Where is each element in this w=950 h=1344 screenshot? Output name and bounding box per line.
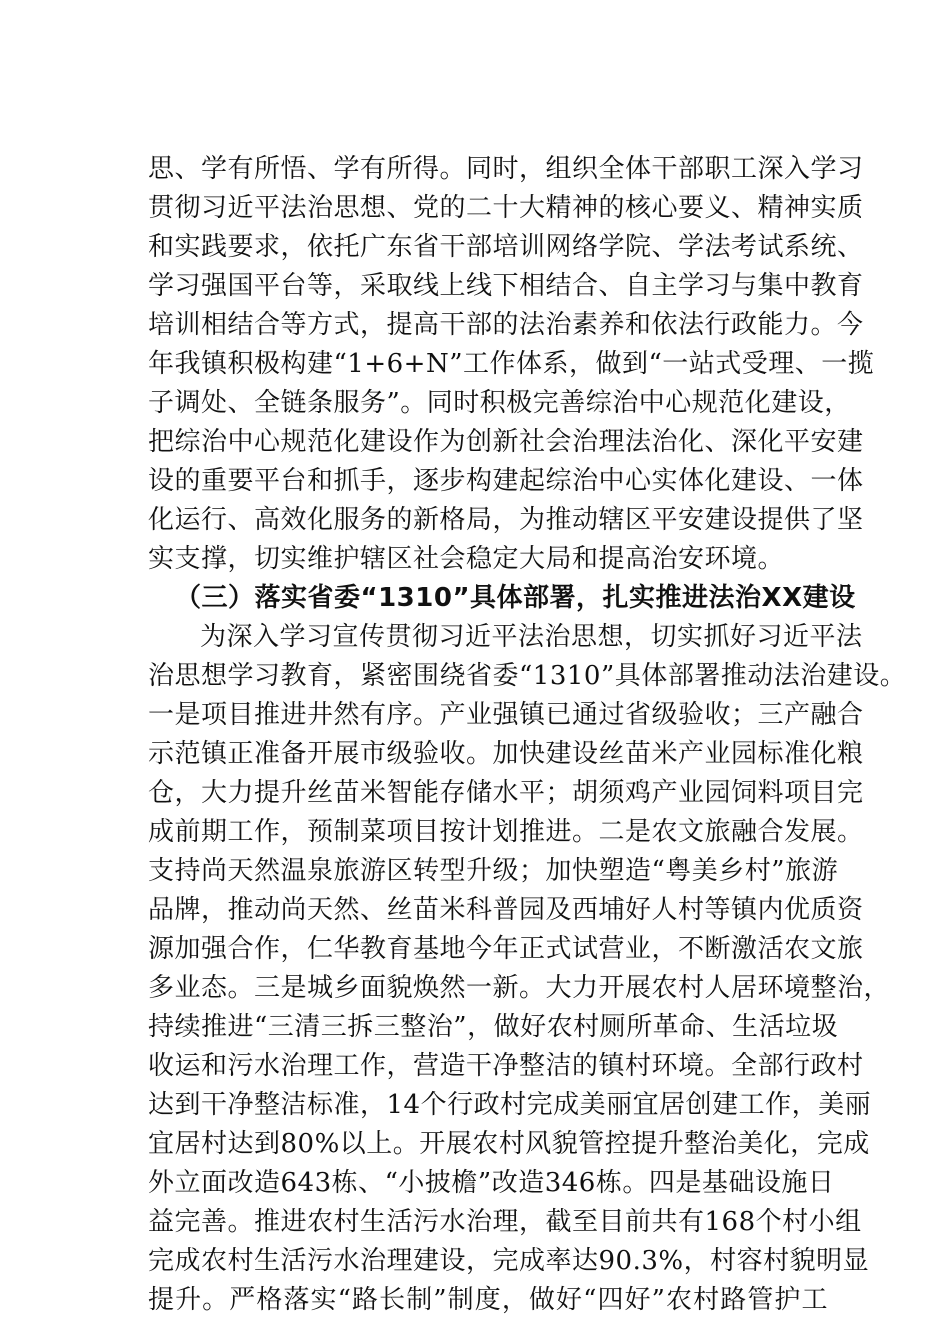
paragraph-line: 培训相结合等方式，提高干部的法治素养和依法行政能力。今	[148, 310, 864, 340]
paragraph-line: 为深入学习宣传贯彻习近平法治思想，切实抓好习近平法	[200, 622, 863, 652]
paragraph-line: 收运和污水治理工作，营造干净整洁的镇村环境。全部行政村	[148, 1051, 864, 1081]
paragraph-line: 源加强合作，仁华教育基地今年正式试营业，不断激活农文旅	[148, 934, 864, 964]
paragraph-line: 示范镇正准备开展市级验收。加快建设丝苗米产业园标准化粮	[148, 739, 864, 769]
paragraph-line: 贯彻习近平法治思想、党的二十大精神的核心要义、精神实质	[148, 193, 864, 223]
paragraph-line: 仓，大力提升丝苗米智能存储水平；胡须鸡产业园饲料项目完	[148, 778, 864, 808]
paragraph-line: 宜居村达到80%以上。开展农村风貌管控提升整治美化，完成	[148, 1129, 870, 1159]
paragraph-line: 一是项目推进井然有序。产业强镇已通过省级验收；三产融合	[148, 700, 864, 730]
paragraph-line: 益完善。推进农村生活污水治理，截至目前共有168个村小组	[148, 1207, 862, 1237]
paragraph-line: 支持尚天然温泉旅游区转型升级；加快塑造“粤美乡村”旅游	[148, 856, 839, 886]
paragraph-line: 多业态。三是城乡面貌焕然一新。大力开展农村人居环境整治，	[148, 973, 891, 1003]
paragraph-line: 达到干净整洁标准，14个行政村完成美丽宜居创建工作，美丽	[148, 1090, 872, 1120]
paragraph-line: 持续推进“三清三拆三整治”，做好农村厕所革命、生活垃圾	[148, 1012, 839, 1042]
paragraph-line: 实支撑，切实维护辖区社会稳定大局和提高治安环境。	[148, 544, 785, 574]
paragraph-line: 子调处、全链条服务”。同时积极完善综治中心规范化建设，	[148, 388, 851, 418]
paragraph-line: 把综治中心规范化建设作为创新社会治理法治化、深化平安建	[148, 427, 864, 457]
paragraph-line: 提升。严格落实“路长制”制度，做好“四好”农村路管护工	[148, 1285, 828, 1315]
paragraph-line: 设的重要平台和抓手，逐步构建起综治中心实体化建设、一体	[148, 466, 864, 496]
paragraph-line: 治思想学习教育，紧密围绕省委“1310”具体部署推动法治建设。	[148, 661, 907, 691]
section-heading: （三）落实省委“1310”具体部署，扎实推进法治XX建设	[175, 583, 856, 613]
paragraph-line: 和实践要求，依托广东省干部培训网络学院、学法考试系统、	[148, 232, 864, 262]
paragraph-line: 外立面改造643栋、“小披檐”改造346栋。四是基础设施日	[148, 1168, 835, 1198]
paragraph-line: 成前期工作，预制菜项目按计划推进。二是农文旅融合发展。	[148, 817, 864, 847]
paragraph-line: 年我镇积极构建“1+6+N”工作体系，做到“一站式受理、一揽	[148, 349, 875, 379]
paragraph-line: 思、学有所悟、学有所得。同时，组织全体干部职工深入学习	[148, 154, 864, 184]
paragraph-line: 品牌，推动尚天然、丝苗米科普园及西埔好人村等镇内优质资	[148, 895, 864, 925]
paragraph-line: 完成农村生活污水治理建设，完成率达90.3%，村容村貌明显	[148, 1246, 870, 1276]
paragraph-line: 学习强国平台等，采取线上线下相结合、自主学习与集中教育	[148, 271, 864, 301]
paragraph-line: 化运行、高效化服务的新格局，为推动辖区平安建设提供了坚	[148, 505, 864, 535]
